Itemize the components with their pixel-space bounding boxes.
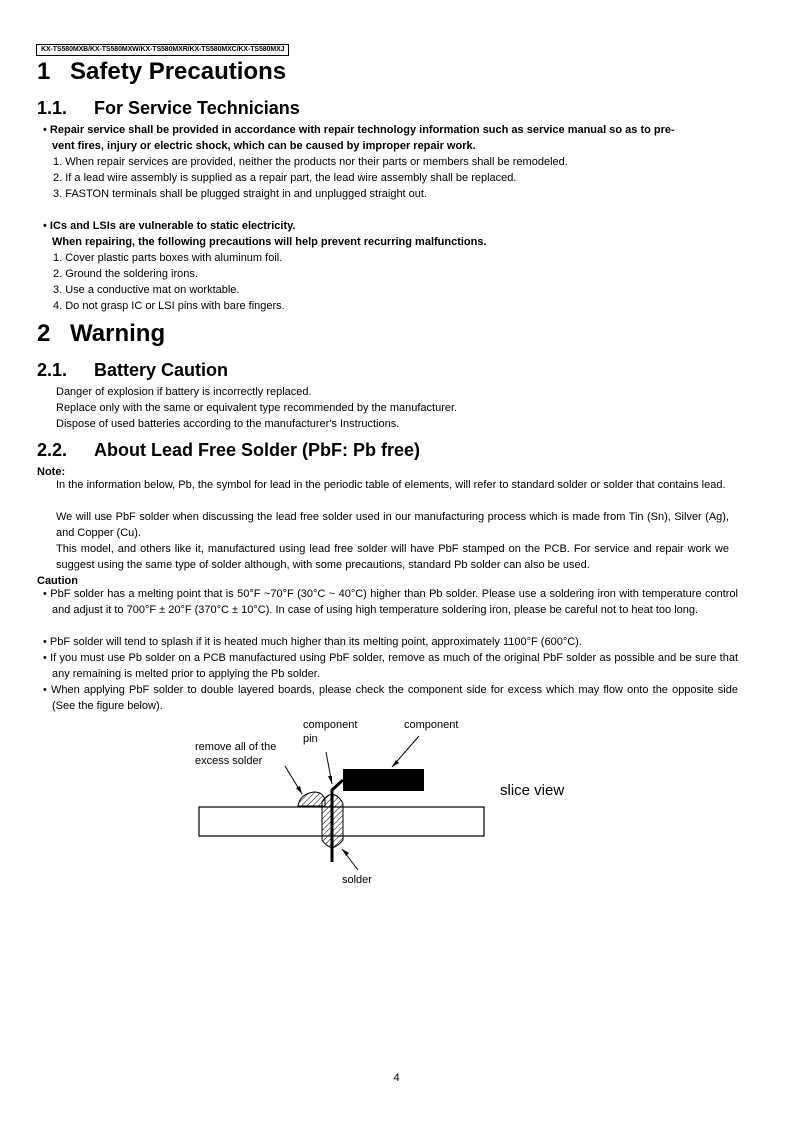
section-number: 2 — [37, 320, 51, 347]
caution-bullet: • PbF solder has a melting point that is 50°F ~70°F (30°C ~ 40°C) higher than Pb solder. Please use a soldering iron with temperature control and adjust it to 700°F ± 20°F (370°C ± 10°C). In case of using high temperature soldering iron, please be careful not to heat too long. — [43, 588, 738, 616]
battery-line: Dispose of used batteries according to the manufacturer's Instructions. — [56, 418, 400, 430]
label-remove-excess-2: excess solder — [195, 755, 263, 767]
subsection-title: Battery Caution — [94, 360, 229, 380]
section-1-heading — [37, 58, 286, 86]
list-item: 2. If a lead wire assembly is supplied as a repair part, the lead wire assembly shall be replaced. — [53, 172, 517, 184]
label-component-pin-1: component — [303, 719, 358, 731]
arrowhead — [328, 776, 332, 784]
model-number-header: KX-TS580MXB/KX-TS580MXW/KX-TS580MXR/KX-TS580MXC/KX-TS580MXJ — [36, 44, 289, 56]
static-bullet: • ICs and LSIs are vulnerable to static electricity. — [43, 220, 296, 232]
section-title: Safety Precautions — [70, 58, 287, 85]
subsection-1-1-heading — [37, 97, 300, 119]
battery-line: Replace only with the same or equivalent type recommended by the manufacturer. — [56, 402, 458, 414]
caution-bullet: • If you must use Pb solder on a PCB manufactured using PbF solder, remove as much of the original PbF solder as possible and be sure that any remaining is melted prior to applying the Pb solder. — [43, 652, 738, 680]
subsection-number: 2.2. — [37, 440, 68, 460]
subsection-title: For Service Technicians — [94, 98, 300, 118]
caution-bullet: • PbF solder will tend to splash if it is heated much higher than its melting point, approximately 1100°F (600°C). — [43, 636, 582, 648]
arrowhead — [296, 786, 302, 794]
section-title: Warning — [70, 320, 166, 347]
subsection-title: About Lead Free Solder (PbF: Pb free) — [94, 440, 421, 460]
arrowhead — [342, 849, 349, 856]
section-2-heading — [37, 320, 165, 348]
subsection-number: 1.1. — [37, 98, 68, 118]
note-paragraph: This model, and others like it, manufactured using lead free solder will have PbF stamped on the PCB. For service and repair work we suggest using the same type of solder although, with some precautions, standard Pb solder can also be used. — [56, 543, 729, 571]
page-number: 4 — [393, 1072, 400, 1084]
static-bullet-cont: When repairing, the following precautions will help prevent recurring malfunctions. — [52, 236, 487, 248]
excess-solder-blob — [298, 792, 325, 806]
list-item: 1. When repair services are provided, neither the products nor their parts or members shall be remodeled. — [53, 156, 568, 168]
list-item: 1. Cover plastic parts boxes with aluminum foil. — [53, 252, 283, 264]
list-item: 4. Do not grasp IC or LSI pins with bare fingers. — [53, 300, 285, 312]
section-number: 1 — [37, 58, 51, 85]
solder-diagram-svg — [180, 712, 600, 892]
label-slice-view: slice view — [500, 782, 565, 799]
note-paragraph: In the information below, Pb, the symbol for lead in the periodic table of elements, will refer to standard solder or solder that contains lead. — [56, 479, 726, 491]
list-item: 2. Ground the soldering irons. — [53, 268, 198, 280]
label-remove-excess-1: remove all of the — [195, 741, 277, 753]
list-item: 3. FASTON terminals shall be plugged straight in and unplugged straight out. — [53, 188, 428, 200]
arrowhead — [392, 760, 399, 767]
battery-line: Danger of explosion if battery is incorrectly replaced. — [56, 386, 312, 398]
label-component-pin-2: pin — [303, 733, 318, 745]
note-paragraph: We will use PbF solder when discussing the lead free solder used in our manufacturing process which is made from Tin (Sn), Silver (Ag), and Copper (Cu). — [56, 511, 729, 539]
repair-bullet: • Repair service shall be provided in accordance with repair technology information such as service manual so as to pre- — [43, 124, 675, 136]
solder-slice-figure — [180, 712, 600, 892]
subsection-2-1-heading — [37, 359, 228, 381]
subsection-2-2-heading — [37, 439, 420, 461]
label-solder: solder — [342, 874, 372, 886]
repair-bullet-cont: vent fires, injury or electric shock, which can be caused by improper repair work. — [52, 140, 476, 152]
caution-label: Caution — [37, 575, 78, 587]
list-item: 3. Use a conductive mat on worktable. — [53, 284, 240, 296]
component-body — [343, 769, 424, 791]
subsection-number: 2.1. — [37, 360, 68, 380]
label-component: component — [404, 719, 459, 731]
note-label: Note: — [37, 466, 66, 478]
caution-bullet: • When applying PbF solder to double layered boards, please check the component side for excess which may flow onto the opposite side (See the figure below). — [43, 684, 738, 712]
